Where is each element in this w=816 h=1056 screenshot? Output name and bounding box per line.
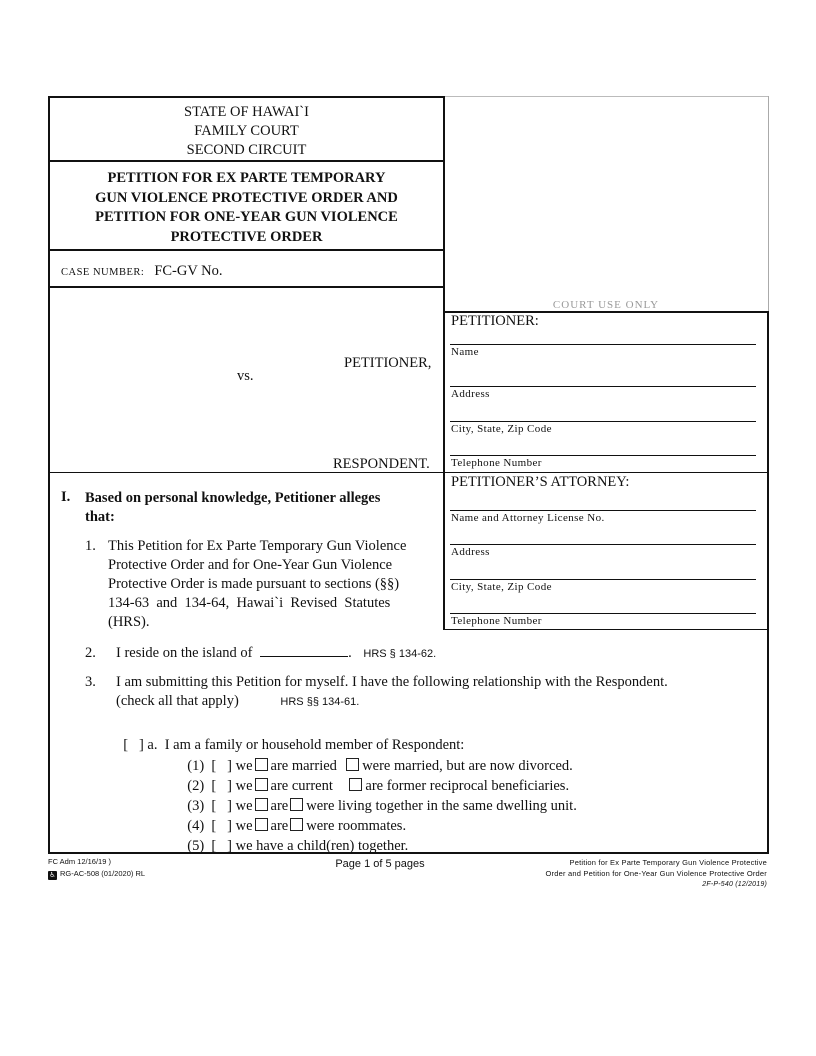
title-line-4: PROTECTIVE ORDER xyxy=(170,228,323,245)
item3-number: 3. xyxy=(85,674,96,690)
divider-case-parties xyxy=(48,286,444,288)
option-1-opt2: were married, but are now divorced. xyxy=(362,758,573,774)
option-3-number: (3) xyxy=(187,798,205,814)
attorney-heading: PETITIONER’S ATTORNEY: xyxy=(451,474,630,490)
option-4-opt1: are xyxy=(270,818,289,834)
option-3-pre: we xyxy=(235,798,253,814)
accessibility-icon: ♿ xyxy=(49,872,56,879)
case-number-row xyxy=(61,262,441,280)
attorney-city-label: City, State, Zip Code xyxy=(451,581,552,593)
divider-title-case xyxy=(48,249,444,251)
footer-left-line1: FC Adm 12/16/19 ) xyxy=(48,857,111,866)
attorney-address-line[interactable] xyxy=(450,544,756,545)
item1-text xyxy=(108,537,436,632)
footer-left-line2: RG-AC-508 (01/2020) RL xyxy=(60,869,146,878)
item2-row xyxy=(116,642,436,664)
item1-line5: (HRS). xyxy=(108,614,150,630)
title-line-3: PETITION FOR ONE-YEAR GUN VIOLENCE xyxy=(95,209,398,225)
court-name: FAMILY COURT xyxy=(194,123,299,139)
bottom-border xyxy=(48,852,769,854)
option-4-opt2: were roommates. xyxy=(306,818,407,834)
center-divider xyxy=(443,96,445,630)
attorney-phone-line[interactable] xyxy=(450,613,756,614)
section-i-numeral: I. xyxy=(61,489,71,505)
petitioner-phone-label: Telephone Number xyxy=(451,457,542,469)
section-i-heading xyxy=(85,489,435,527)
court-circuit: SECOND CIRCUIT xyxy=(186,142,307,158)
title-line-2: GUN VIOLENCE PROTECTIVE ORDER AND xyxy=(95,189,398,206)
item1-line3: Protective Order is made pursuant to sections (§§) xyxy=(108,576,400,592)
court-use-only-label: COURT USE ONLY xyxy=(552,299,660,311)
attorney-city-line[interactable] xyxy=(450,579,756,580)
petitioner-phone-line[interactable] xyxy=(450,455,756,456)
case-number-label: CASE NUMBER: xyxy=(61,267,145,278)
attorney-name-line[interactable] xyxy=(450,510,756,511)
top-border xyxy=(48,96,444,98)
item2-ref: HRS § 134-62. xyxy=(363,648,437,660)
option-1-number: (1) xyxy=(187,758,205,774)
option-4-pre: we xyxy=(235,818,253,834)
title-line-1: PETITION FOR EX PARTE TEMPORARY xyxy=(107,170,386,186)
item3a-checkbox[interactable]: [ ] a. xyxy=(123,737,158,753)
court-header xyxy=(50,103,443,160)
item1-line2: Protective Order and for One-Year Gun Violence xyxy=(108,557,393,573)
attorney-name-label: Name and Attorney License No. xyxy=(451,512,605,524)
item2-period: . xyxy=(348,645,352,661)
petitioner-address-line[interactable] xyxy=(450,386,756,387)
item2-text: I reside on the island of xyxy=(116,645,253,661)
section-i-heading-line2: that: xyxy=(85,509,115,525)
option-2-opt1: are current xyxy=(270,778,333,794)
footer-right-line1: Petition for Ex Parte Temporary Gun Violence Protective xyxy=(569,858,767,867)
option-5-number: (5) xyxy=(187,838,205,854)
respondent-party-label: RESPONDENT. xyxy=(333,456,430,472)
option-3-opt1: are xyxy=(270,798,289,814)
footer-right-line2: Order and Petition for One-Year Gun Violence Protective Order xyxy=(545,869,767,878)
option-1-opt1: are married xyxy=(270,758,337,774)
petitioner-city-line[interactable] xyxy=(450,421,756,422)
court-state: STATE OF HAWAI`I xyxy=(184,104,309,120)
option-3-opt2: were living together in the same dwelling unit. xyxy=(306,798,577,814)
footer-right xyxy=(470,857,767,890)
item3-line2: (check all that apply) xyxy=(116,693,239,709)
petitioner-address-label: Address xyxy=(451,388,490,400)
petitioner-name-line[interactable] xyxy=(450,344,756,345)
option-4-bracket[interactable]: [ ] xyxy=(211,818,232,834)
item2-number: 2. xyxy=(85,645,96,661)
section-i-heading-line1: Based on personal knowledge, Petitioner alleges xyxy=(85,490,381,506)
document-title xyxy=(50,169,443,247)
right-border xyxy=(767,312,769,854)
divider-court-title xyxy=(48,160,444,162)
option-5-text: we have a child(ren) together. xyxy=(235,838,409,854)
option-5-bracket[interactable]: [ ] xyxy=(211,838,232,854)
case-number-prefix: FC-GV No. xyxy=(154,263,223,279)
footer-right-line3: 2F-P-540 (12/2019) xyxy=(702,881,767,888)
vs-label: vs. xyxy=(237,368,254,384)
item3a-text: I am a family or household member of Respondent: xyxy=(164,737,465,753)
option-1-pre: we xyxy=(235,758,253,774)
item3-line1: I am submitting this Petition for myself. I have the following relationship with the Respondent. xyxy=(116,674,668,690)
petitioner-party-label: PETITIONER, xyxy=(344,355,432,371)
item3-line2-row xyxy=(116,692,359,712)
option-1-bracket[interactable]: [ ] xyxy=(211,758,232,774)
option-3-bracket[interactable]: [ ] xyxy=(211,798,232,814)
island-blank[interactable] xyxy=(260,642,348,657)
petitioner-heading: PETITIONER: xyxy=(451,313,539,329)
attorney-address-label: Address xyxy=(451,546,490,558)
attorney-box-bottom xyxy=(444,629,768,630)
option-5-row xyxy=(180,818,408,856)
petitioner-name-label: Name xyxy=(451,346,479,358)
petitioner-city-label: City, State, Zip Code xyxy=(451,423,552,435)
option-2-bracket[interactable]: [ ] xyxy=(211,778,232,794)
option-4-number: (4) xyxy=(187,818,205,834)
item1-line1: This Petition for Ex Parte Temporary Gun Violence xyxy=(108,538,407,554)
court-use-top-border xyxy=(444,96,768,97)
option-2-number: (2) xyxy=(187,778,205,794)
option-2-opt2: are former reciprocal beneficiaries. xyxy=(365,778,570,794)
court-use-right-border xyxy=(768,96,769,312)
attorney-phone-label: Telephone Number xyxy=(451,615,542,627)
item3-ref: HRS §§ 134-61. xyxy=(280,696,360,708)
footer-left-row2 xyxy=(48,869,145,880)
item1-line4: 134-63 and 134-64, Hawai`i Revised Statutes xyxy=(108,595,391,611)
item1-number: 1. xyxy=(85,538,96,554)
footer-page-number: Page 1 of 5 pages xyxy=(335,858,425,870)
option-2-pre: we xyxy=(235,778,253,794)
